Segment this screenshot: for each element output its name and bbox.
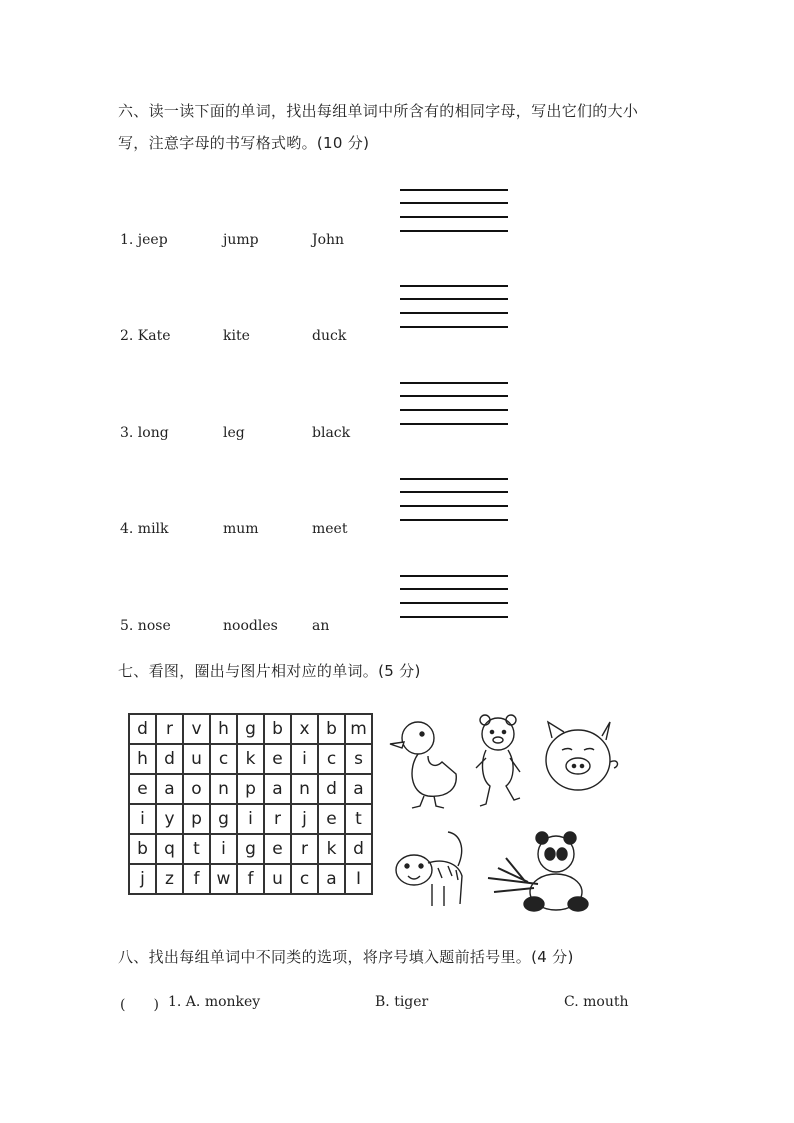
grid-row [129,834,372,864]
word: black [312,425,351,441]
grid-row [129,864,372,894]
writing-line [400,409,508,411]
grid-letter[interactable]: j [129,864,156,894]
grid-letter[interactable]: g [210,804,237,834]
grid-letter[interactable]: e [318,804,345,834]
writing-line [400,423,508,425]
writing-line [400,491,508,493]
word: meet [312,521,348,537]
writing-line [400,505,508,507]
grid-letter[interactable]: b [318,714,345,744]
grid-letter[interactable]: p [237,774,264,804]
grid-letter[interactable]: a [345,774,372,804]
grid-letter[interactable]: f [183,864,210,894]
word-search-grid [128,713,373,895]
writing-line [400,519,508,521]
word: noodles [223,618,278,634]
grid-letter[interactable]: i [237,804,264,834]
grid-letter[interactable]: u [183,744,210,774]
grid-letter[interactable]: x [291,714,318,744]
grid-letter[interactable]: h [129,744,156,774]
writing-line [400,588,508,590]
grid-letter[interactable]: p [183,804,210,834]
word: kite [223,328,250,344]
grid-letter[interactable]: u [264,864,291,894]
grid-letter[interactable]: a [318,864,345,894]
grid-letter[interactable]: I [345,864,372,894]
writing-line [400,285,508,287]
word: John [312,232,345,248]
grid-row [129,774,372,804]
grid-letter[interactable]: r [156,714,183,744]
word: 2. Kate [120,328,171,344]
word: leg [223,425,245,441]
writing-line [400,230,508,232]
grid-letter[interactable]: d [318,774,345,804]
writing-line [400,298,508,300]
bear-icon [476,715,520,806]
writing-line [400,312,508,314]
word: an [312,618,330,634]
panda-icon [488,832,588,911]
q8-option-a: 1. A. monkey [168,994,261,1010]
grid-letter[interactable]: c [318,744,345,774]
q8-option-c: C. mouth [564,994,629,1010]
grid-letter[interactable]: d [345,834,372,864]
writing-line [400,602,508,604]
grid-letter[interactable]: f [237,864,264,894]
grid-letter[interactable]: w [210,864,237,894]
grid-letter[interactable]: c [210,744,237,774]
grid-letter[interactable]: e [264,834,291,864]
tiger-icon [396,832,462,906]
word: 5. nose [120,618,171,634]
grid-letter[interactable]: i [291,744,318,774]
grid-letter[interactable]: n [291,774,318,804]
grid-letter[interactable]: g [237,714,264,744]
grid-letter[interactable]: y [156,804,183,834]
grid-letter[interactable]: a [264,774,291,804]
grid-row [129,744,372,774]
word: duck [312,328,347,344]
grid-letter[interactable]: e [129,774,156,804]
writing-line [400,478,508,480]
grid-letter[interactable]: r [291,834,318,864]
writing-line [400,395,508,397]
grid-letter[interactable]: b [129,834,156,864]
grid-letter[interactable]: d [156,744,183,774]
section7-title: 七、看图，圈出与图片相对应的单词。(5 分) [118,662,421,680]
animal-pictures [388,708,624,916]
grid-letter[interactable]: e [264,744,291,774]
writing-line [400,326,508,328]
grid-letter[interactable]: i [129,804,156,834]
grid-letter[interactable]: q [156,834,183,864]
section8-title: 八、找出每组单词中不同类的选项，将序号填入题前括号里。(4 分) [118,948,574,966]
grid-letter[interactable]: m [345,714,372,744]
grid-letter[interactable]: g [237,834,264,864]
grid-letter[interactable]: t [345,804,372,834]
writing-lines[interactable] [400,478,508,520]
grid-letter[interactable]: j [291,804,318,834]
word: jump [223,232,259,248]
section6-title-line2: 写，注意字母的书写格式哟。(10 分) [118,134,370,152]
word: 4. milk [120,521,169,537]
pig-icon [546,722,617,790]
grid-letter[interactable]: t [183,834,210,864]
grid-row [129,714,372,744]
grid-letter[interactable]: a [156,774,183,804]
section6-title-line1: 六、读一读下面的单词，找出每组单词中所含有的相同字母，写出它们的大小 [118,102,639,120]
grid-letter[interactable]: i [210,834,237,864]
grid-letter[interactable]: o [183,774,210,804]
writing-lines[interactable] [400,382,508,424]
answer-paren[interactable]: ( ) [120,997,159,1013]
grid-letter[interactable]: c [291,864,318,894]
grid-letter[interactable]: r [264,804,291,834]
grid-letter[interactable]: s [345,744,372,774]
word: 1. jeep [120,232,168,248]
grid-row [129,804,372,834]
word: mum [223,521,259,537]
writing-lines[interactable] [400,285,508,327]
grid-letter[interactable]: n [210,774,237,804]
duck-icon [390,722,456,808]
writing-line [400,216,508,218]
writing-line [400,202,508,204]
grid-letter[interactable]: v [183,714,210,744]
grid-letter[interactable]: z [156,864,183,894]
grid-letter[interactable]: h [210,714,237,744]
grid-letter[interactable]: k [237,744,264,774]
grid-letter[interactable]: d [129,714,156,744]
grid-letter[interactable]: k [318,834,345,864]
grid-letter[interactable]: b [264,714,291,744]
q8-option-b: B. tiger [375,994,429,1010]
writing-lines[interactable] [400,575,508,617]
writing-line [400,616,508,618]
word: 3. long [120,425,169,441]
writing-lines[interactable] [400,189,508,231]
writing-line [400,575,508,577]
writing-line [400,189,508,191]
writing-line [400,382,508,384]
